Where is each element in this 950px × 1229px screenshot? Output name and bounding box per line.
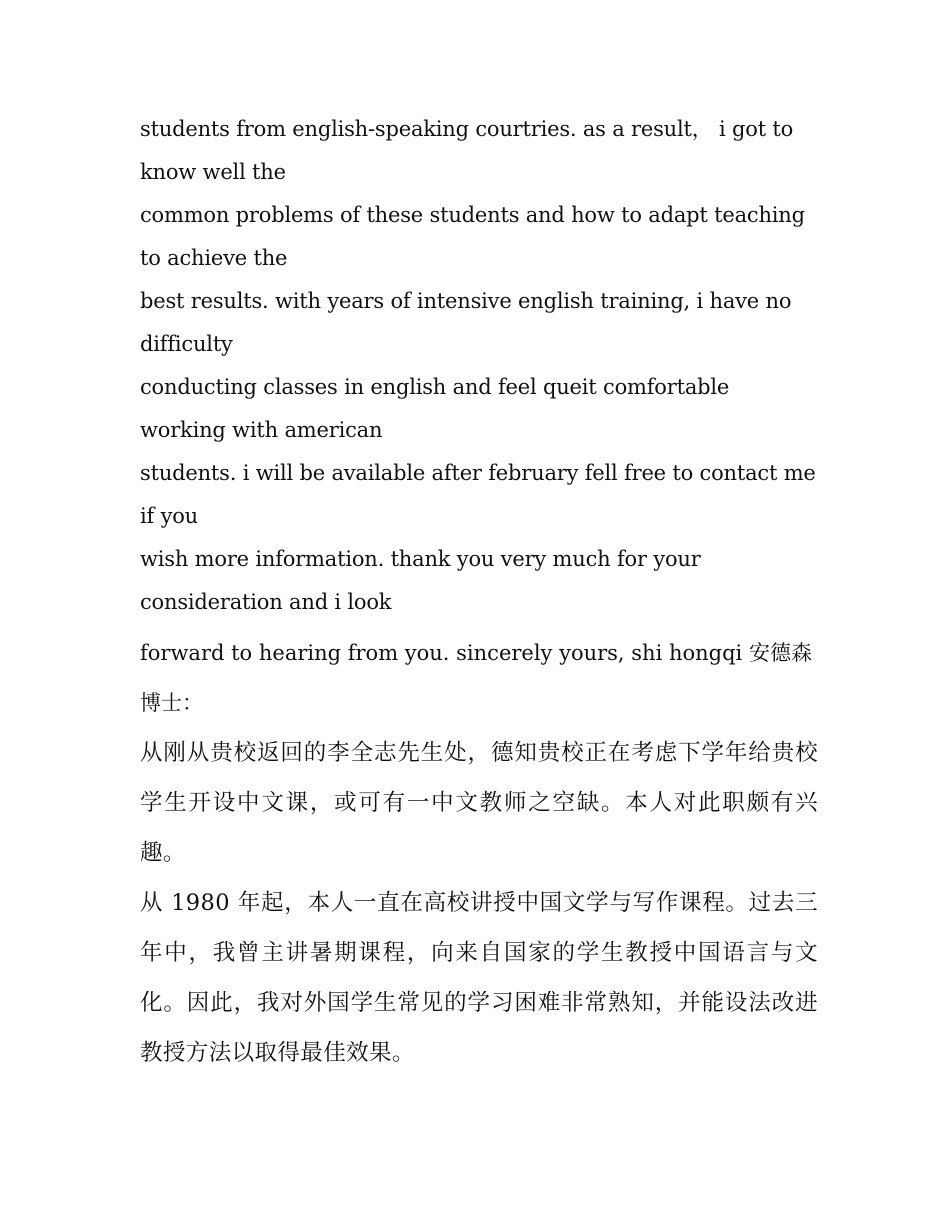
document-body [140, 108, 818, 1078]
english-line: students. i will be available after february fell free to contact me if you [140, 461, 816, 528]
english-line: wish more information. thank you very much for your consideration and i look [140, 547, 701, 614]
english-line: common problems of these students and how to adapt teaching to achieve the [140, 203, 805, 270]
closing-and-salutation: forward to hearing from you. sincerely yours, shi hongqi 安德森博士： [140, 641, 812, 715]
english-line: conducting classes in english and feel queit comfortable working with american [140, 375, 730, 442]
chinese-paragraph: 从 1980 年起，本人一直在高校讲授中国文学与写作课程。过去三年中，我曾主讲暑期课程，向来自国家的学生教授中国语言与文化。因此，我对外国学生常见的学习困难非常熟知，并能设法改进教授方法以取得最佳效果。 [140, 890, 818, 1066]
english-line: students from english-speaking courtries. as a result， i got to know well the [140, 117, 794, 184]
chinese-paragraph: 从刚从贵校返回的李全志先生处，德知贵校正在考虑下学年给贵校学生开设中文课，或可有一中文教师之空缺。本人对此职颇有兴趣。 [140, 740, 818, 866]
english-line: best results. with years of intensive english training, i have no difficulty [140, 289, 792, 356]
